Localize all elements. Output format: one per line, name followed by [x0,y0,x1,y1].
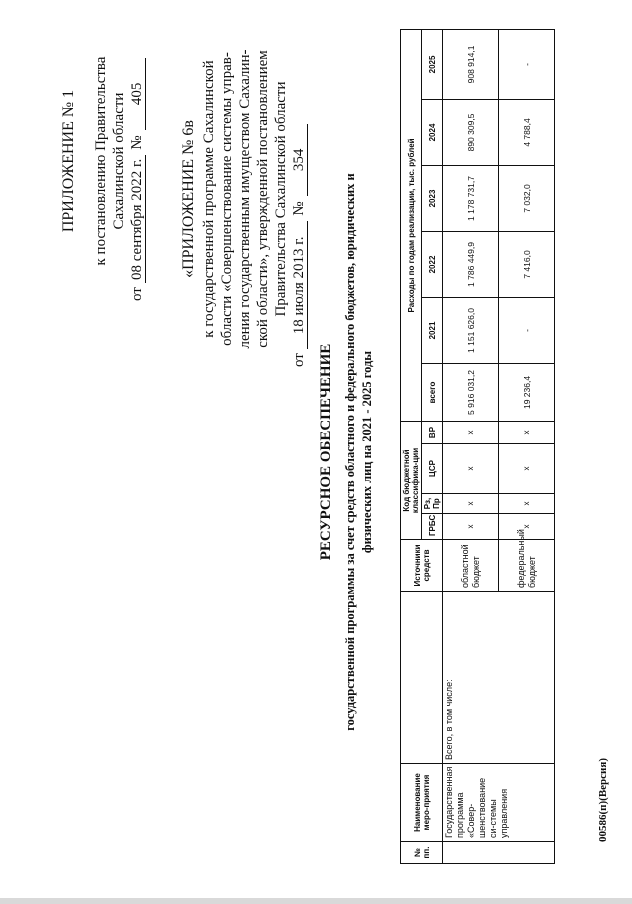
col-year-header: 2022 [422,231,443,297]
year-cell: 1 151 626,0 [443,297,499,363]
appendix-1-line1: к постановлению Правительства [93,56,109,266]
appendix-1-number: 405 [129,58,146,130]
appendix-1-title: ПРИЛОЖЕНИЕ № 1 [60,89,77,233]
rzpr-cell: х [499,494,555,514]
table-row [443,29,499,863]
total-cell: 19 236,4 [499,363,555,421]
appendix-6b-line: Правительства Сахалинской области [273,81,289,317]
vr-cell: х [499,421,555,443]
vr-cell: х [443,421,499,443]
year-cell: 890 309,5 [443,99,499,165]
appendix-6b-line: ления государственным имуществом Сахалин- [237,49,253,349]
appendix-1-no-label: № [129,135,145,150]
rzpr-cell: х [443,494,499,514]
source-cell: областной бюджет [443,540,499,592]
col-csr-header: ЦСР [422,444,443,494]
col-num-header: № пп. [401,842,443,864]
resource-subtitle-line2: физических лиц на 2021 - 2025 годы [360,350,374,554]
col-name-header: Наименование меро-приятия [401,764,443,842]
appendix-6b-line: области «Совершенствование системы управ- [219,52,235,346]
header-row-1 [401,29,422,863]
csr-cell: х [499,444,555,494]
col-rzpr-header: Рз, Пр [422,494,443,514]
resource-table-wrap [400,30,555,864]
appendix-6b-number: 354 [291,124,308,196]
resource-subtitle-line1: государственной программы за счет средств областного и федерального бюджетов, юридических и [343,173,357,731]
program-name-cell: Государственная программа «Совер-шенствование си-стемы управления [443,764,555,842]
col-vr-header: ВР [422,421,443,443]
col-year-header: 2025 [422,29,443,99]
program-num-cell [443,842,555,864]
appendix-6b-date-line [290,29,308,369]
grbs-cell: х [443,514,499,540]
year-cell: - [499,297,555,363]
col-year-header: 2021 [422,297,443,363]
grbs-cell: х [499,514,555,540]
appendix-6b-from-label: от [291,353,307,367]
year-cell: 7 416,0 [499,231,555,297]
year-cell: - [499,29,555,99]
col-blank-header [401,592,443,764]
appendix-1-line2: Сахалинской области [111,92,127,230]
year-cell: 908 914,1 [443,29,499,99]
appendix-6b-title: «ПРИЛОЖЕНИЕ № 6в [180,120,197,278]
year-cell: 4 788,4 [499,99,555,165]
appendix-6b-block [180,29,308,369]
col-expenses-header: Расходы по годам реализации, тыс. рублей [401,29,422,421]
col-source-header: Источники средств [401,540,443,592]
col-kbk-header: Код бюджетной классифика-ции [401,421,422,539]
col-total-header: всего [422,363,443,421]
resource-table [400,29,555,864]
col-grbs-header: ГРБС [422,514,443,540]
csr-cell: х [443,444,499,494]
year-cell: 1 786 449,9 [443,231,499,297]
total-cell: 5 916 031,2 [443,363,499,421]
appendix-1-date: 08 сентября 2022 г. [129,155,146,283]
col-year-header: 2024 [422,99,443,165]
appendix-1-from-label: от [129,287,145,301]
resource-title: РЕСУРСНОЕ ОБЕСПЕЧЕНИЕ [318,343,334,561]
col-year-header: 2023 [422,165,443,231]
appendix-1-block [60,21,146,301]
year-cell: 7 032,0 [499,165,555,231]
appendix-6b-no-label: № [291,201,307,216]
appendix-6b-date: 18 июля 2013 г. [291,221,308,349]
program-scope-cell: Всего, в том числе: [443,592,555,764]
appendix-6b-line: ской области», утвержденной постановлением [255,50,271,348]
appendix-6b-line: к государственной программе Сахалинской [201,60,217,338]
source-cell: федеральный бюджет [499,540,555,592]
appendix-1-date-line [128,21,146,301]
year-cell: 1 178 731,7 [443,165,499,231]
footer-code: 00586(п)(Версия) [597,758,609,842]
